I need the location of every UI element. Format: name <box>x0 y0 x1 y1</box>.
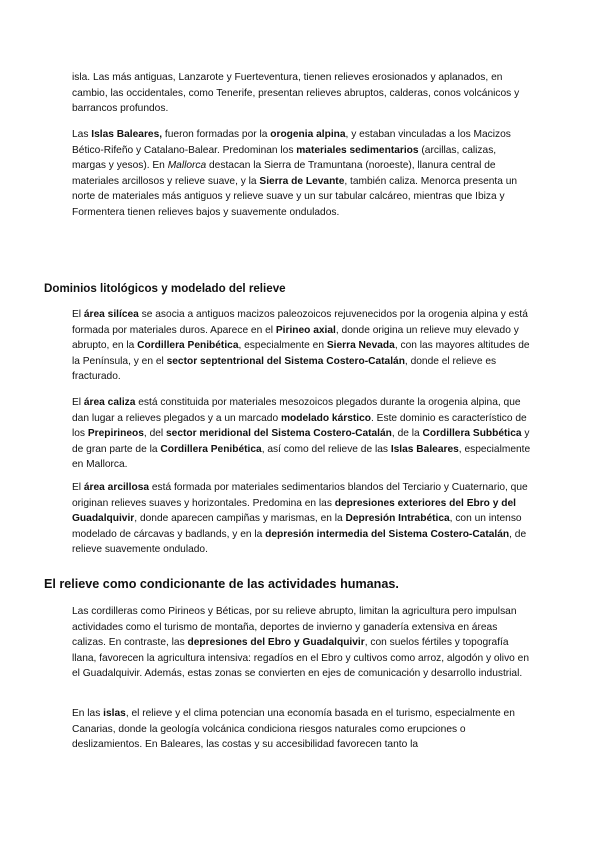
text-run: , donde el relieve es fracturado. <box>72 355 497 383</box>
bold-term: depresiones exteriores del Ebro y del Guadalquivir <box>72 497 516 525</box>
bold-term: Prepirineos <box>87 428 144 440</box>
text-run: El <box>72 397 84 408</box>
text-run: está constituida por materiales mesozoicos plegados durante la orogenia alpina, que dan lugar a relieves plegados y a un marcado <box>72 397 521 424</box>
text-run: , con las mayores altitudes de la Península, y en el <box>72 340 530 367</box>
section-heading-actividades: El relieve como condicionante de las actividades humanas. <box>44 577 399 591</box>
text-run: , especialmente en <box>238 340 327 352</box>
text-run: , donde origina un relieve muy elevado y abrupto, en la <box>72 324 519 352</box>
bold-term: Depresión Intrabética <box>345 513 450 525</box>
text-run: , del <box>143 428 167 440</box>
bold-term: Sierra Nevada <box>326 340 395 352</box>
text-run: (arcillas, calizas, margas y yesos). En <box>72 144 497 172</box>
islas-paragraph <box>72 706 532 753</box>
cordilleras-paragraph <box>72 604 532 682</box>
text-run: Las <box>72 129 92 140</box>
text-run: está formada por materiales sedimentarios blandos del Terciario y Cuaternario, que originan relieves suaves y horizontales. Predomina en las <box>72 482 528 509</box>
bold-term: Cordillera Penibética <box>160 443 262 455</box>
bold-term: Islas Baleares, <box>91 129 163 140</box>
bold-term: modelado kárstico <box>280 412 372 424</box>
text-run: El <box>72 309 84 320</box>
bold-term: sector septentrional del Sistema Costero-Catalán <box>166 355 405 367</box>
bold-term: área arcillosa <box>83 482 150 493</box>
text-run: En las <box>72 708 104 719</box>
bold-term: Pirineo axial <box>275 324 336 336</box>
text-run: , el relieve y el clima potencian una economía basada en el turismo, especialmente en Canarias, donde la geología volcánica condiciona riesgos naturales como erupciones o deslizamientos. En Baleares, las costas y su accesibilidad favorecen tanto la <box>72 708 515 751</box>
text-run: se asocia a antiguos macizos paleozoicos rejuvenecidos por la orogenia alpina y está formada por materiales duros. Aparece en el <box>72 309 528 336</box>
text-run: destacan la Sierra de Tramuntana (noroeste), llanura central de materiales arcillosos y relieve suave, y la <box>72 160 496 187</box>
bold-term: depresiones del Ebro y Guadalquivir <box>187 637 365 649</box>
text-run: , de relieve suavemente ondulado. <box>72 528 527 556</box>
intro-paragraph <box>72 70 532 117</box>
bold-term: Cordillera Penibética <box>137 340 239 352</box>
text-run: fueron formadas por la <box>162 129 271 140</box>
text-run: Las cordilleras como Pirineos y Béticas, por su relieve abrupto, limitan la agricultura pero impulsan actividades como el turismo de montaña, deportes de invierno y ganadería extensiva en áreas calizas. En contraste, las <box>72 606 517 649</box>
bold-term: área caliza <box>83 397 136 408</box>
caliza-paragraph <box>72 395 532 473</box>
section-heading-dominios: Dominios litológicos y modelado del relieve <box>44 282 286 295</box>
text-run: , con un intenso modelado de cárcavas y badlands, y en la <box>72 513 522 540</box>
italic-term: Mallorca <box>167 160 207 172</box>
silicea-paragraph <box>72 307 532 385</box>
text-run: , y estaban vinculadas a los Macizos Bético-Rifeño y Catalano-Balear. Predominan los <box>72 129 511 156</box>
arcillosa-paragraph <box>72 480 532 558</box>
text-run: El <box>72 482 84 493</box>
intro-text: isla. Las más antiguas, Lanzarote y Fuerteventura, tienen relieves erosionados y aplanados, en cambio, las occidentales, como Tenerife, presentan relieves abruptos, calderas, conos volcánicos y barrancos profundos. <box>72 72 520 115</box>
text-run: , de la <box>391 428 423 440</box>
text-run: y de gran parte de la <box>72 428 530 455</box>
text-run: , donde aparecen campiñas y marismas, en la <box>134 513 346 525</box>
bold-term: sector meridional del Sistema Costero-Catalán <box>166 428 392 440</box>
bold-term: Sierra de Levante <box>259 175 345 187</box>
bold-term: orogenia alpina <box>270 129 346 140</box>
text-run: , con suelos fértiles y topografía llana, favorecen la agricultura intensiva: regadíos en el Ebro y cultivos como arroz, algodón y olivo en el Guadalquivir. Además, estas zonas se convierten en ejes de comunicación y desarrollo industrial. <box>72 637 529 680</box>
bold-term: Cordillera Subbética <box>422 428 522 440</box>
bold-term: materiales sedimentarios <box>296 144 419 156</box>
bold-term: Islas Baleares <box>390 443 459 455</box>
text-run: , especialmente en Mallorca. <box>72 443 531 471</box>
text-run: , también caliza. Menorca presenta un norte de materiales más antiguos y relieve suave y un sur tabular calcáreo, mientras que Ibiza y Formentera tienen relieves bajos y suavemente ondulados. <box>72 175 518 218</box>
text-run: , así como del relieve de las <box>261 443 391 455</box>
bold-term: depresión intermedia del Sistema Costero-Catalán <box>265 528 510 540</box>
bold-term: islas <box>103 708 126 719</box>
text-run: . Este dominio es característico de los <box>72 412 527 440</box>
bold-term: área silícea <box>83 309 139 320</box>
baleares-paragraph <box>72 127 532 221</box>
